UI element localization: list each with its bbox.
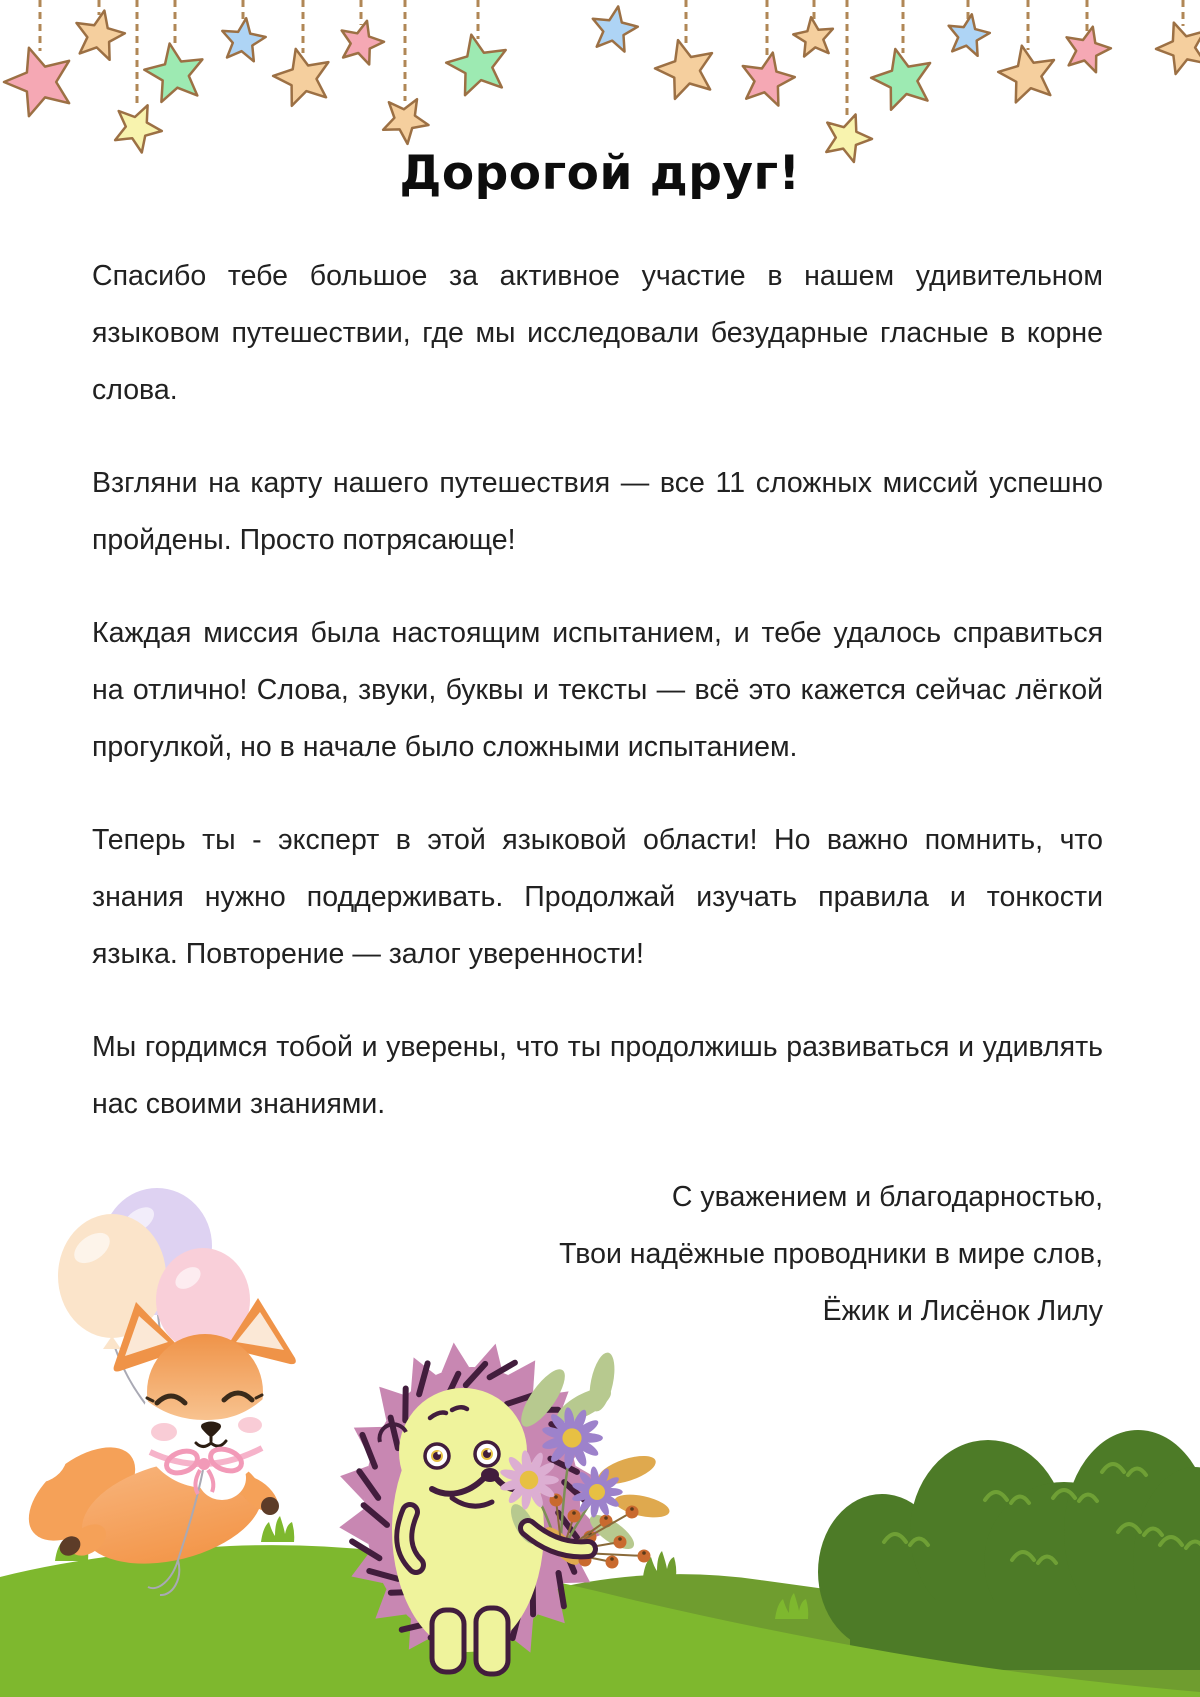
paragraph-1: Спасибо тебе большое за активное участие в нашем удивительном языковом путешествии, где мы исследовали безударные гласные в корне слова. [92, 260, 1103, 406]
hedgehog-feet-icon [432, 1608, 508, 1674]
front-hill [0, 1545, 1200, 1697]
page-title: Дорогой друг! [399, 146, 801, 201]
paragraph-4: Теперь ты - эксперт в этой языковой области! Но важно помнить, что знания нужно поддерживать. Продолжай изучать правила и тонкости языка. Повторение — залог уверенности! [92, 824, 1103, 970]
signature-line-3: Ёжик и Лисёнок Лилу [822, 1295, 1103, 1327]
paragraph-2: Взгляни на карту нашего путешествия — все 11 сложных миссий успешно пройдены. Просто потрясающе! [92, 467, 1103, 556]
signature-line-1: С уважением и благодарностью, [671, 1181, 1103, 1213]
flower-bouquet-icon [499, 1350, 671, 1569]
fox-closed-eyes-icon [147, 1393, 262, 1403]
paragraph-3: Каждая миссия была настоящим испытанием, и тебе удалось справиться на отлично! Слова, звуки, буквы и тексты — всё это кажется сейчас лёгкой прогулкой, но в начале было сложными испытанием. [92, 617, 1103, 763]
hedgehog-arms-icon [404, 1512, 588, 1565]
back-hill [540, 1574, 1200, 1697]
hedgehog-eyes-icon [425, 1442, 499, 1468]
signature-line-2: Твои надёжные проводники в мире слов, [559, 1238, 1103, 1270]
hedgehog-snout-icon [432, 1468, 527, 1506]
pink-bow-icon [150, 1445, 262, 1494]
paragraph-5: Мы гордимся тобой и уверены, что ты продолжишь развиваться и удивлять нас своими знаниями. [92, 1031, 1103, 1120]
grass-tufts [55, 1516, 808, 1619]
hedgehog-ear-icon [380, 1424, 406, 1442]
green-bushes [818, 1430, 1200, 1670]
signature-block [92, 1169, 1103, 1340]
hedgehog-with-flowers [339, 1343, 671, 1675]
letter-body [92, 248, 1103, 1340]
fox-cub-icon [12, 1298, 296, 1595]
